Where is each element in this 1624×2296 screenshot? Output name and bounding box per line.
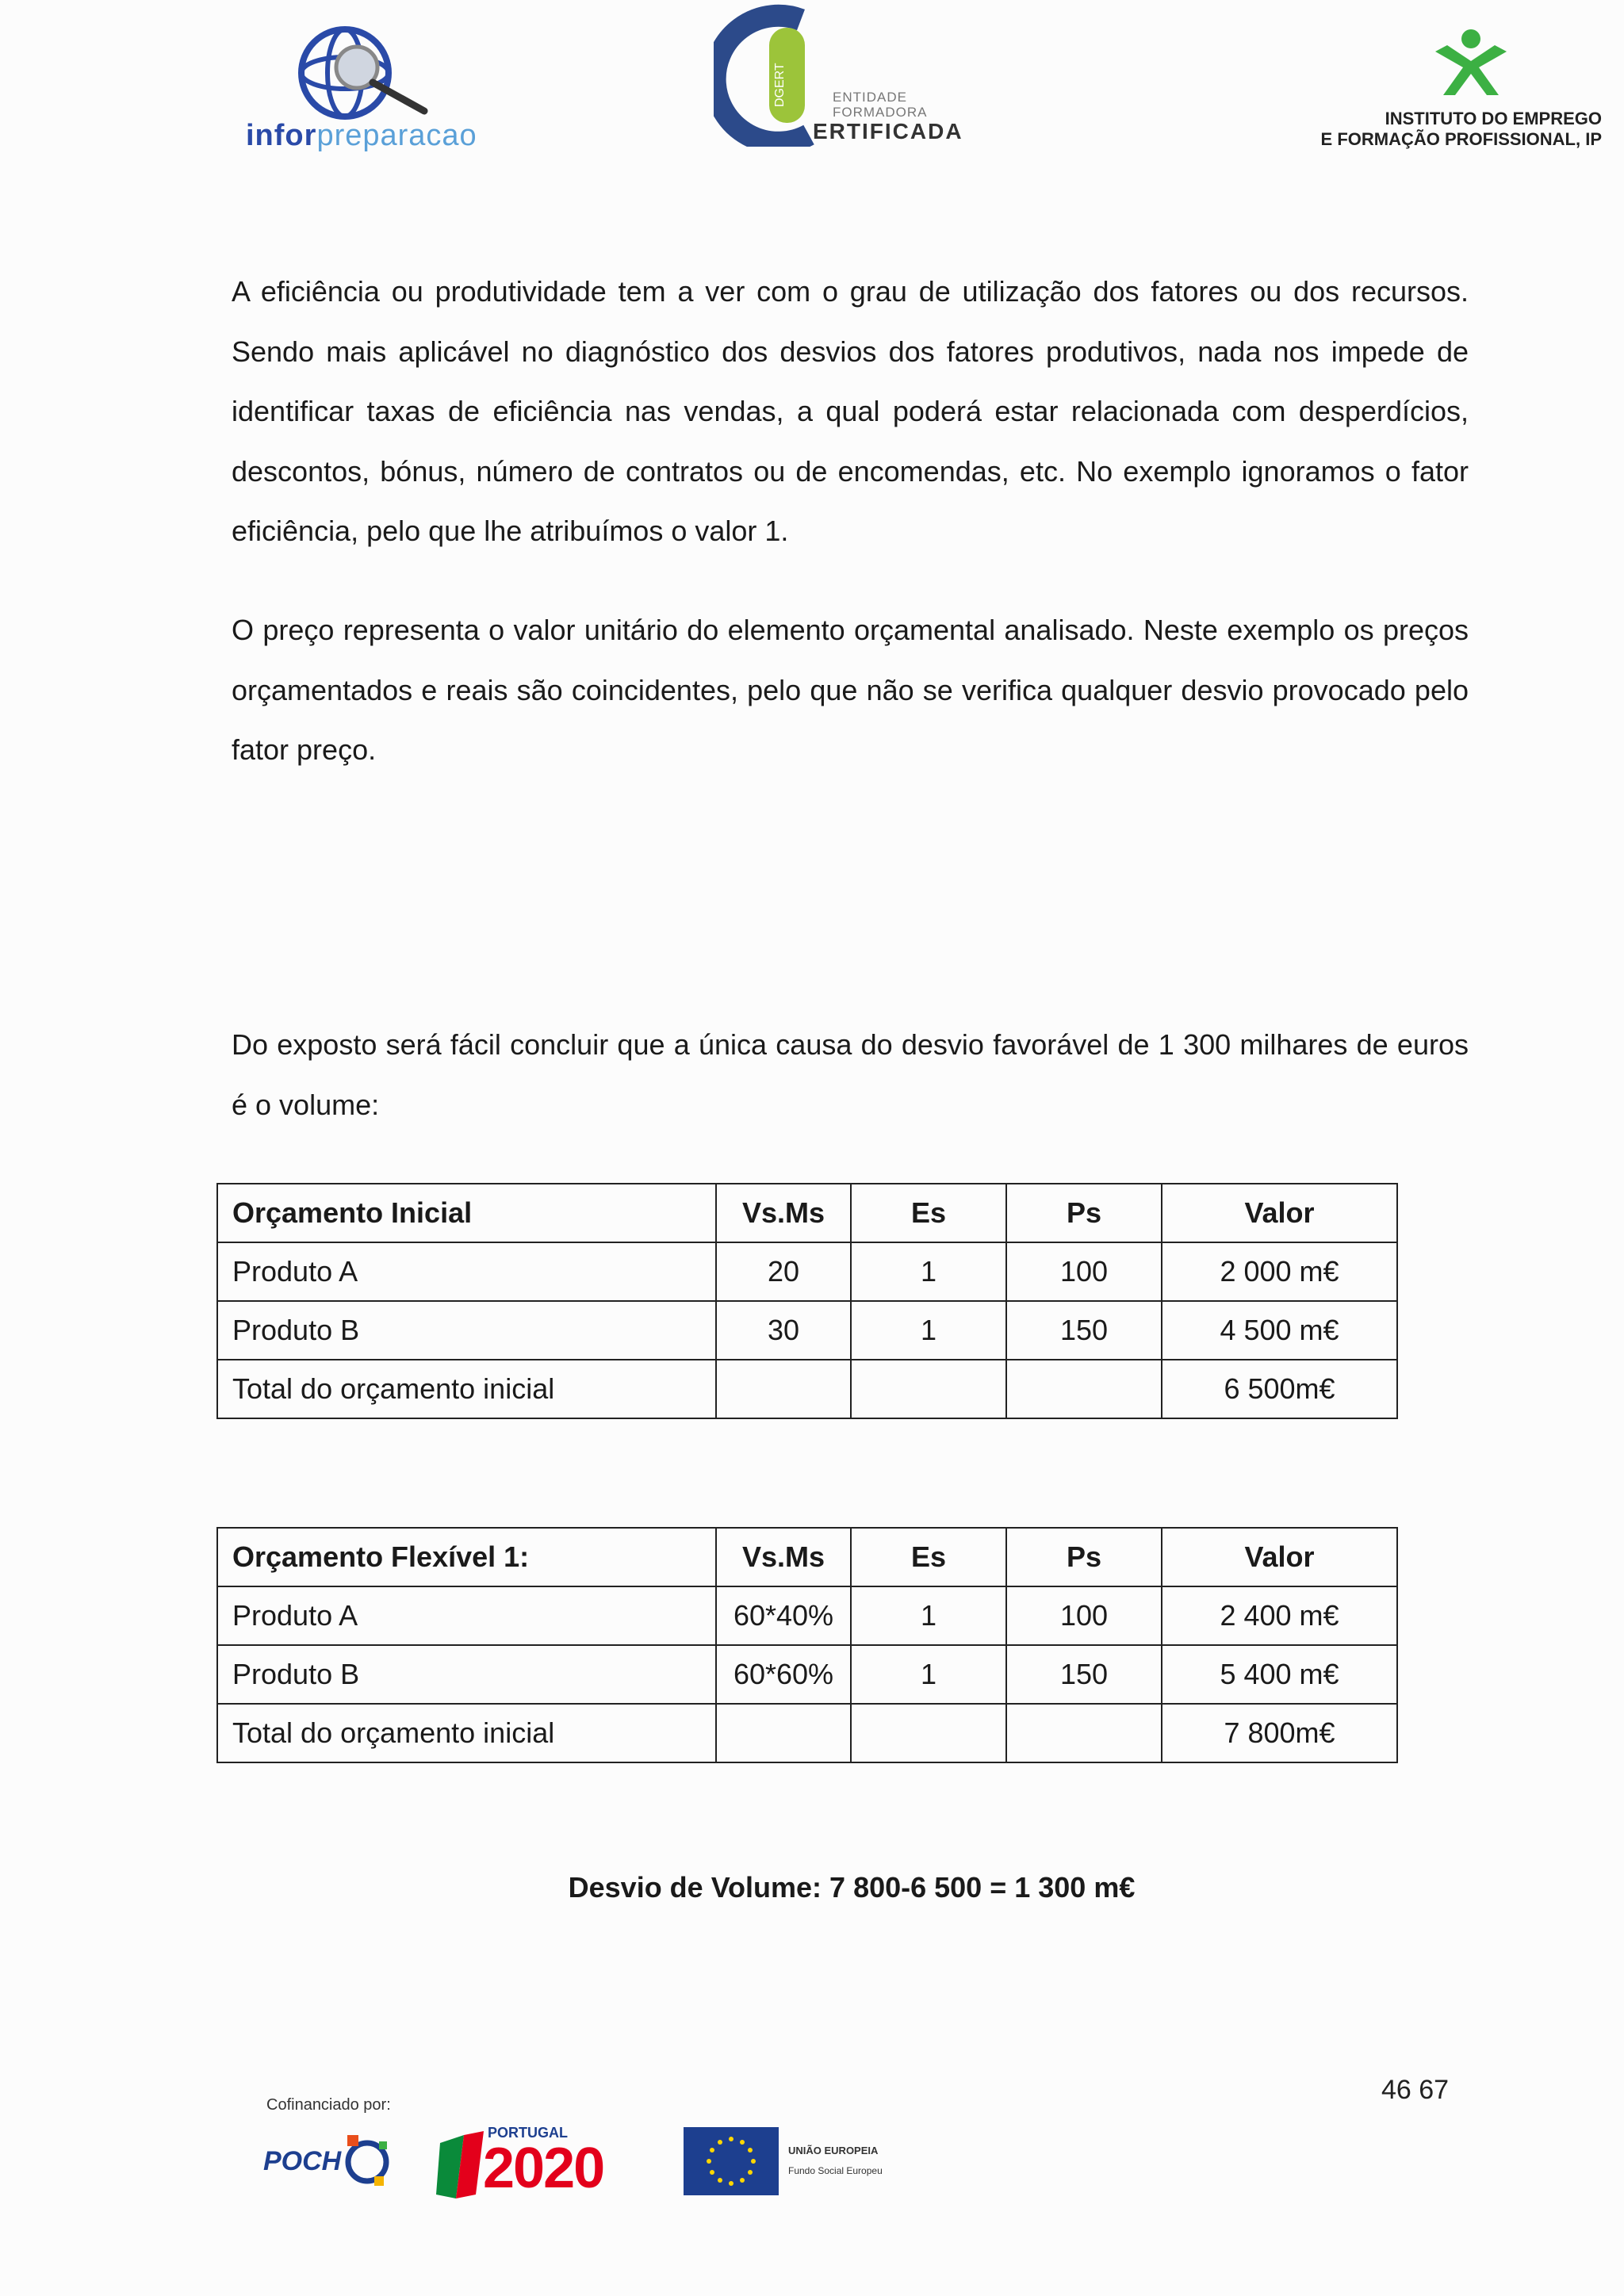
table-cell: 1 <box>851 1645 1006 1704</box>
header-cell: Es <box>851 1184 1006 1242</box>
dgert-line-1: ENTIDADE <box>833 90 907 105</box>
table-cell: Total do orçamento inicial <box>217 1360 716 1418</box>
table-cell: 6 500m€ <box>1162 1360 1397 1418</box>
paragraph-price: O preço representa o valor unitário do elemento orçamental analisado. Neste exemplo os preços orçamentados e reais são coincidentes, pelo que não se verifica qualquer desvio provocado pelo fator preço. <box>232 614 1469 766</box>
globe-icon <box>238 24 476 123</box>
table-cell: 5 400 m€ <box>1162 1645 1397 1704</box>
table-row <box>217 1242 1397 1301</box>
table-cell: 60*40% <box>716 1586 851 1645</box>
paragraph-efficiency: A eficiência ou produtividade tem a ver com o grau de utilização dos fatores ou dos recursos. Sendo mais aplicável no diagnóstico dos desvios dos fatores produtivos, nada nos impede de identificar taxas de eficiência nas vendas, a qual poderá estar relacionada com desperdícios, descontos, bónus, número de contratos ou de encomendas, etc. No exemplo ignoramos o fator eficiência, pelo que lhe atribuímos o valor 1. <box>232 275 1469 547</box>
header-cell: Vs.Ms <box>716 1184 851 1242</box>
iefp-line-2: E FORMAÇÃO PROFISSIONAL, IP <box>1320 129 1602 149</box>
table-header-row <box>217 1528 1397 1586</box>
dgert-emblem-icon <box>714 4 817 147</box>
logo-text-preparacao: preparacao <box>316 119 477 152</box>
flexible-budget-table <box>216 1527 1398 1763</box>
poch-logo <box>262 2129 396 2196</box>
eu-logo <box>684 2127 906 2198</box>
table-cell: Produto A <box>217 1242 716 1301</box>
table-cell: 4 500 m€ <box>1162 1301 1397 1360</box>
table-row <box>217 1586 1397 1645</box>
table-cell: 7 800m€ <box>1162 1704 1397 1762</box>
table-cell: 20 <box>716 1242 851 1301</box>
table-cell: 100 <box>1006 1242 1162 1301</box>
table-cell <box>716 1704 851 1762</box>
table-cell: 60*60% <box>716 1645 851 1704</box>
dgert-badge-text: DGERT <box>773 63 787 107</box>
poch-emblem-icon <box>339 2130 395 2194</box>
table-cell <box>851 1360 1006 1418</box>
dgert-certified-logo <box>714 4 963 155</box>
table-header-row <box>217 1184 1397 1242</box>
table-cell: Produto B <box>217 1301 716 1360</box>
eu-line-2: Fundo Social Europeu <box>788 2165 883 2176</box>
table-row <box>217 1360 1397 1418</box>
table-cell: 1 <box>851 1242 1006 1301</box>
table-cell: 1 <box>851 1586 1006 1645</box>
table-cell: 150 <box>1006 1301 1162 1360</box>
table-cell: 1 <box>851 1301 1006 1360</box>
table-cell: 2 400 m€ <box>1162 1586 1397 1645</box>
header-cell: Valor <box>1162 1528 1397 1586</box>
header-cell: Ps <box>1006 1528 1162 1586</box>
table-cell <box>851 1704 1006 1762</box>
table-cell: 150 <box>1006 1645 1162 1704</box>
logo-text-infor: infor <box>246 119 317 152</box>
eu-line-1: UNIÃO EUROPEIA <box>788 2145 879 2156</box>
iefp-logo <box>1320 28 1602 163</box>
portugal-flag-icon <box>432 2131 488 2202</box>
table-cell <box>716 1360 851 1418</box>
header-cell: Orçamento Flexível 1: <box>217 1528 716 1586</box>
portugal-2020-logo <box>432 2125 646 2204</box>
volume-deviation-result: Desvio de Volume: 7 800-6 500 = 1 300 m€ <box>568 1871 1136 1904</box>
portugal-label: PORTUGAL <box>488 2125 568 2141</box>
header-cell: Valor <box>1162 1184 1397 1242</box>
logo-2020-text: 2020 <box>483 2137 604 2200</box>
table-cell: Total do orçamento inicial <box>217 1704 716 1762</box>
table-cell <box>1006 1704 1162 1762</box>
table-row <box>217 1704 1397 1762</box>
iefp-line-1: INSTITUTO DO EMPREGO <box>1385 109 1602 128</box>
inforpreparacao-logo <box>238 24 476 159</box>
header-cell: Orçamento Inicial <box>217 1184 716 1242</box>
eu-flag-icon <box>684 2127 779 2195</box>
header-cell: Es <box>851 1528 1006 1586</box>
cofinanced-label: Cofinanciado por: <box>266 2096 391 2114</box>
header-cell: Vs.Ms <box>716 1528 851 1586</box>
table-cell <box>1006 1360 1162 1418</box>
dgert-certified-text: ERTIFICADA <box>813 119 963 144</box>
page-number: 46 67 <box>1381 2075 1450 2105</box>
table-cell: Produto A <box>217 1586 716 1645</box>
header-cell: Ps <box>1006 1184 1162 1242</box>
table-cell: 100 <box>1006 1586 1162 1645</box>
iefp-emblem-icon <box>1427 28 1515 99</box>
initial-budget-table <box>216 1183 1398 1419</box>
poch-logo-text: POCH <box>263 2146 342 2176</box>
table-row <box>217 1301 1397 1360</box>
table-cell: Produto B <box>217 1645 716 1704</box>
table-cell: 2 000 m€ <box>1162 1242 1397 1301</box>
table-cell: 30 <box>716 1301 851 1360</box>
paragraph-conclusion: Do exposto será fácil concluir que a única causa do desvio favorável de 1 300 milhares de euros é o volume: <box>232 1028 1469 1121</box>
table-row <box>217 1645 1397 1704</box>
dgert-line-2: FORMADORA <box>833 105 928 120</box>
